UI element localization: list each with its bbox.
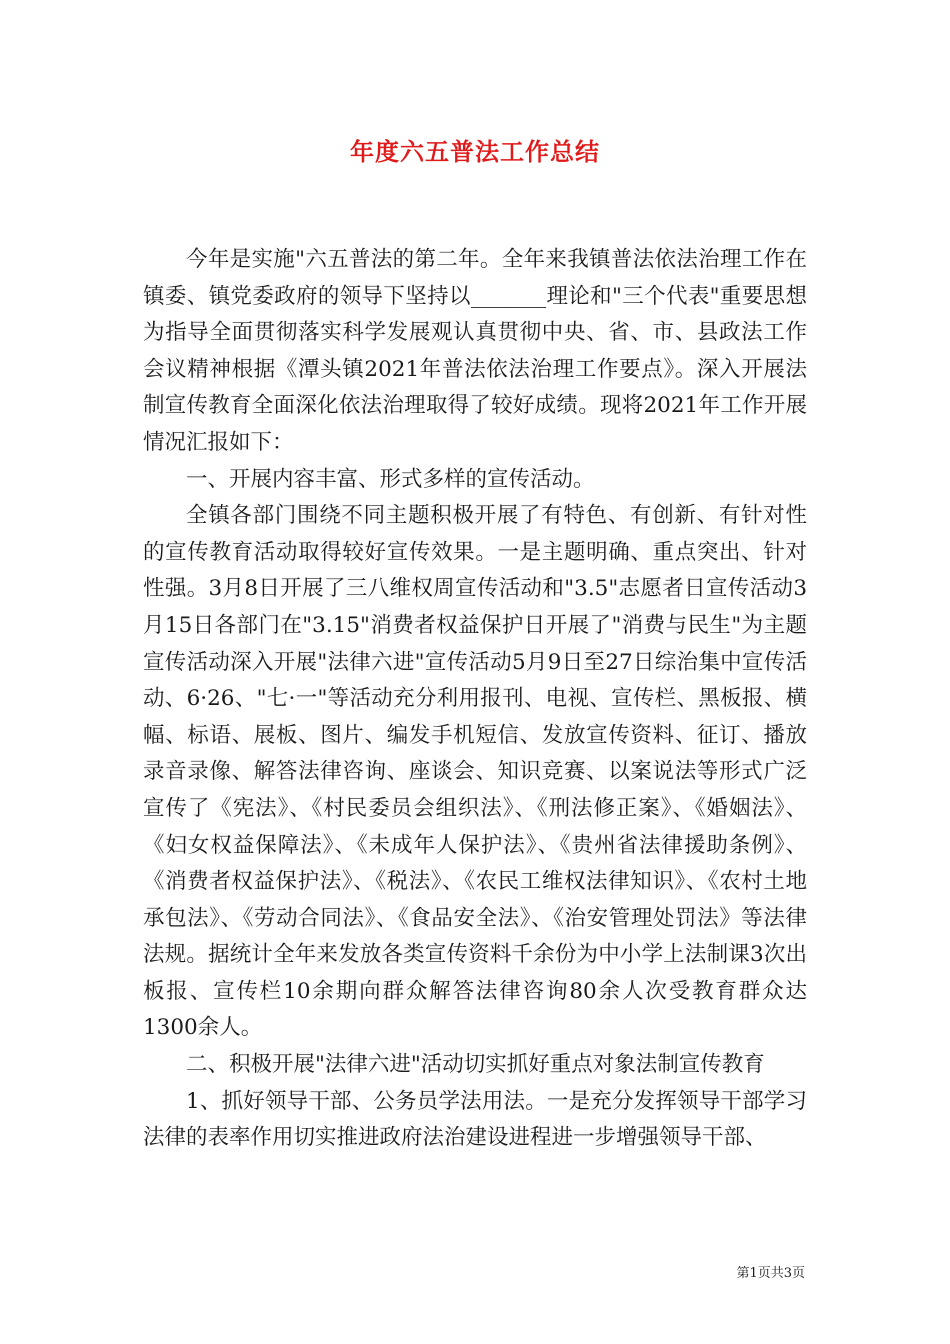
paragraph-intro: 今年是实施"六五普法的第二年。全年来我镇普法依法治理工作在镇委、镇党委政府的领导下坚持以_______理论和"三个代表"重要思想为指导全面贯彻落实科学发展观认真贯彻中央、省、市、县政法工作会议精神根据《潭头镇2021年普法依法治理工作要点》。深入开展法制宣传教育全面深化依法治理取得了较好成绩。现将2021年工作开展情况汇报如下： [143, 247, 807, 455]
page-number: 第1页共3页 [736, 1266, 805, 1281]
paragraph-activities: 全镇各部门围绕不同主题积极开展了有特色、有创新、有针对性的宣传教育活动取得较好宣传效果。一是主题明确、重点突出、针对性强。3月8日开展了三八维权周宣传活动和"3.5"志愿者日宣传活动3月15日各部门在"3.15"消费者权益保护日开展了"消费与民生"为主题宣传活动深入开展"法律六进"宣传活动5月9日至27日综治集中宣传活动、6·26、"七·一"等活动充分利用报刊、电视、宣传栏、黑板报、横幅、标语、展板、图片、编发手机短信、发放宣传资料、征订、播放录音录像、解答法律咨询、座谈会、知识竞赛、以案说法等形式广泛宣传了《宪法》、《村民委员会组织法》、《刑法修正案》、《婚姻法》、《妇女权益保障法》、《未成年人保护法》、《贵州省法律援助条例》、《消费者权益保护法》、《税法》、《农民工维权法律知识》、《农村土地承包法》、《劳动合同法》、《食品安全法》、《治安管理处罚法》等法律法规。据统计全年来发放各类宣传资料千余份为中小学上法制课3次出板报、宣传栏10余期向群众解答法律咨询80余人次受教育群众达1300余人。 [143, 503, 807, 1041]
section-heading-1: 一、开展内容丰富、形式多样的宣传活动。 [186, 466, 595, 492]
section-heading-2: 二、积极开展"法律六进"活动切实抓好重点对象法制宣传教育 [186, 1052, 765, 1078]
paragraph-leaders: 1、抓好领导干部、公务员学法用法。一是充分发挥领导干部学习法律的表率作用切实推进政府法治建设进程进一步增强领导干部、 [143, 1088, 807, 1151]
document-body [143, 242, 807, 1157]
document-title: 年度六五普法工作总结 [350, 137, 600, 166]
